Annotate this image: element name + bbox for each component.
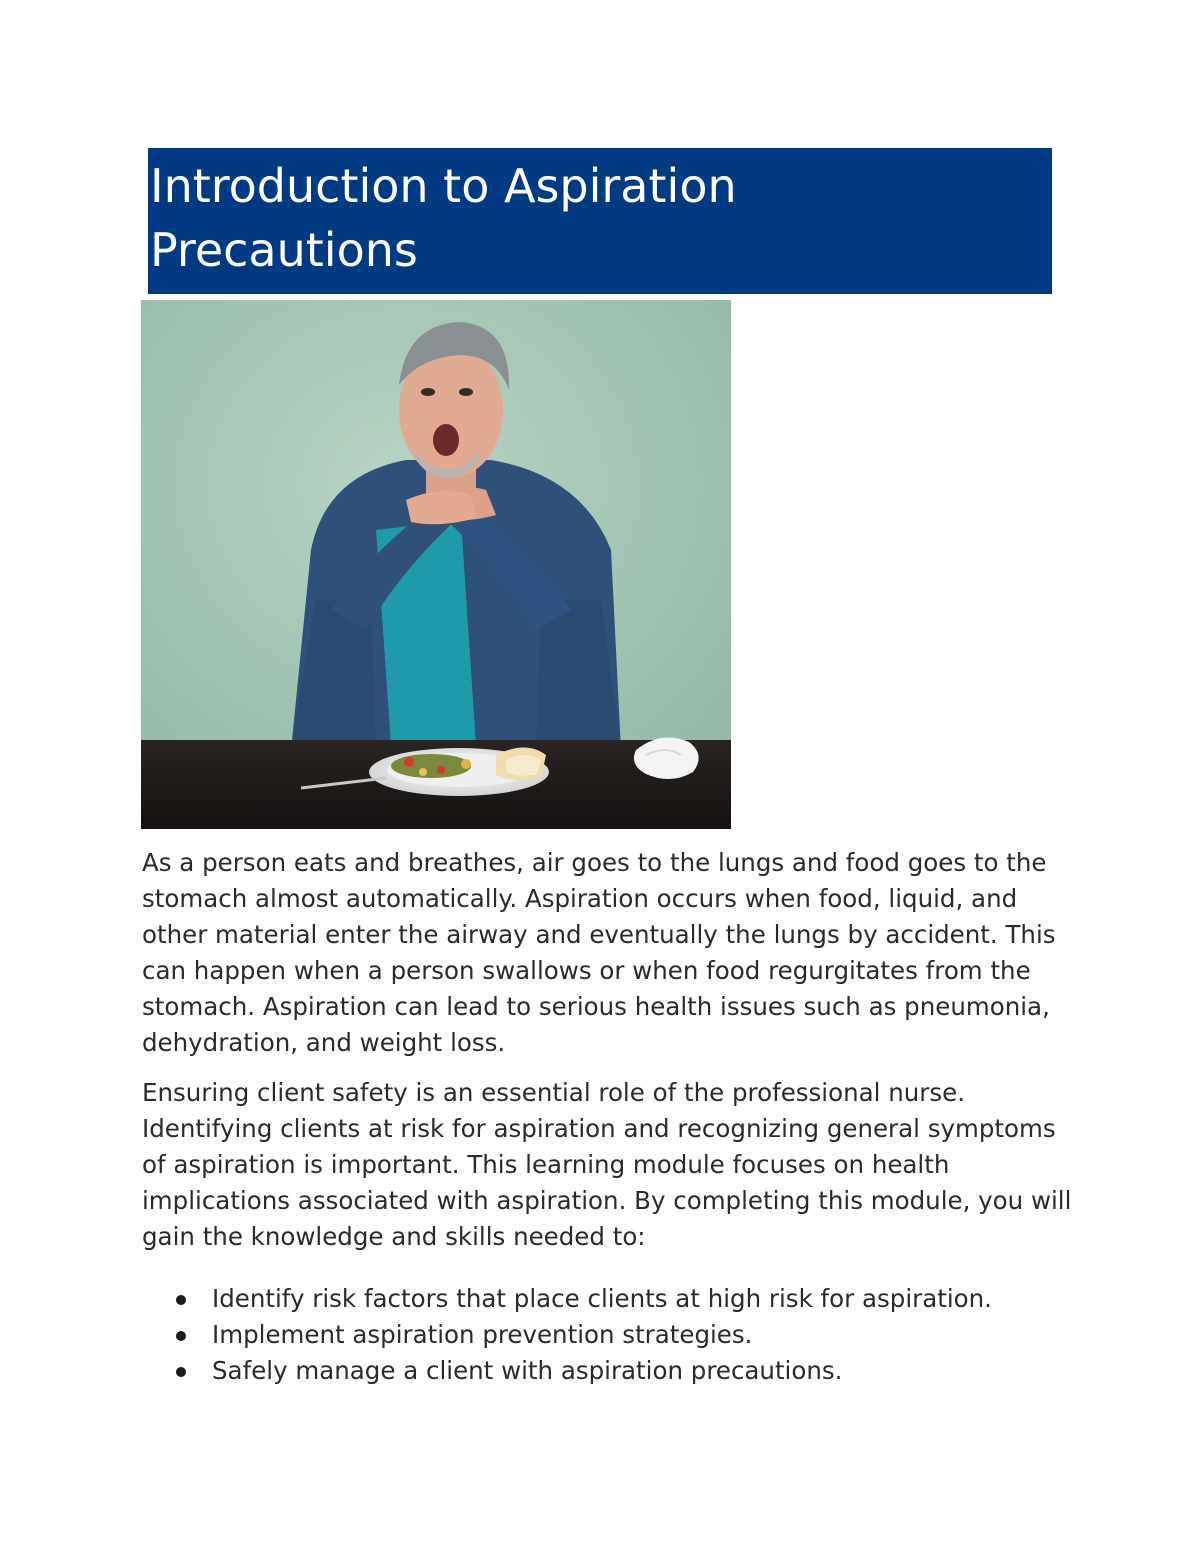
list-item	[142, 1281, 1072, 1317]
title-line-1: Introduction to Aspiration	[150, 159, 737, 213]
body-text	[142, 845, 1072, 1389]
title-banner	[148, 148, 1052, 294]
list-item-text: Identify risk factors that place clients at high risk for aspiration.	[212, 1284, 992, 1313]
choking-man-photo	[141, 300, 731, 829]
bullet-icon	[176, 1295, 186, 1305]
list-item-text: Implement aspiration prevention strategies.	[212, 1320, 753, 1349]
objectives-list	[142, 1281, 1072, 1389]
title-line-2: Precautions	[150, 223, 418, 277]
list-item-text: Safely manage a client with aspiration precautions.	[212, 1356, 843, 1385]
list-item	[142, 1353, 1072, 1389]
objectives-intro-paragraph: Ensuring client safety is an essential role of the professional nurse. Identifying clients at risk for aspiration and recognizing general symptoms of aspiration is important. This learning module focuses on health implications associated with aspiration. By completing this module, you will gain the knowledge and skills needed to:	[142, 1078, 1072, 1251]
list-item	[142, 1317, 1072, 1353]
bullet-icon	[176, 1331, 186, 1341]
page-title	[150, 154, 1052, 282]
intro-paragraph: As a person eats and breathes, air goes to the lungs and food goes to the stomach almost automatically. Aspiration occurs when food, liquid, and other material enter the airway and eventually the lungs by accident. This can happen when a person swallows or when food regurgitates from the stomach. Aspiration can lead to serious health issues such as pneumonia, dehydration, and weight loss.	[142, 848, 1056, 1057]
bullet-icon	[176, 1367, 186, 1377]
